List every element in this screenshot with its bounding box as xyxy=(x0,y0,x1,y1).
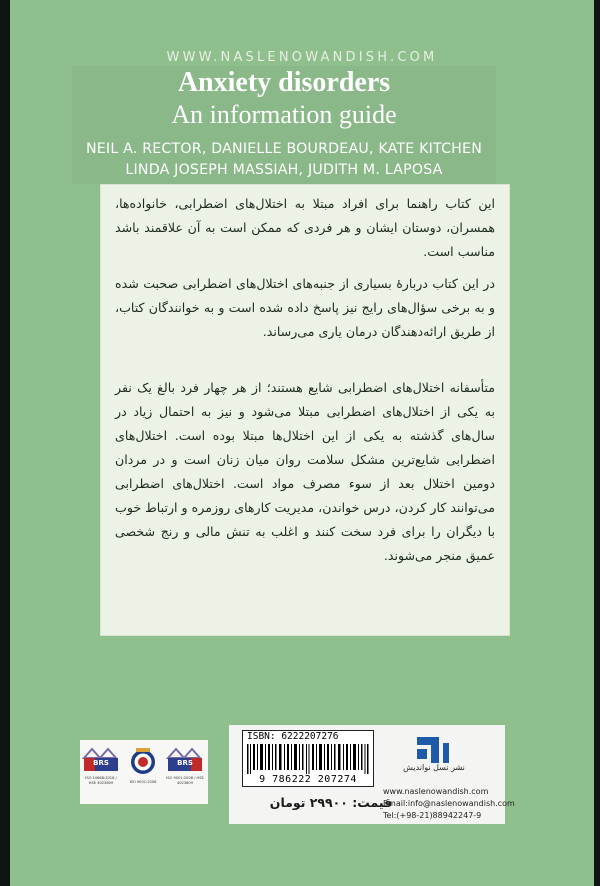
isbn-barcode-box xyxy=(242,730,374,787)
certification-logos xyxy=(80,740,208,804)
publisher-website: www.naslenowandish.com xyxy=(383,787,489,796)
certification-logo xyxy=(124,746,162,798)
authors-line-2: LINDA JOSEPH MASSIAH, JUDITH M. LAPOSA xyxy=(125,162,443,178)
description-paragraph-1: این کتاب راهنما برای افراد مبتلا به اختلال‌های اضطرابی، خانواده‌ها، همسران، دوستان ایشان و هر فردی که ممکن است به آن علاقمند باشد مناسب است. xyxy=(115,196,495,259)
publisher-email: Email:info@naslenowandish.com xyxy=(383,799,515,808)
authors-line-1: NEIL A. RECTOR, DANIELLE BOURDEAU, KATE KITCHEN xyxy=(85,141,483,157)
certification-logo xyxy=(82,746,120,798)
certification-logo xyxy=(166,746,204,798)
description-paragraph-3: متأسفانه اختلال‌های اضطرابی شایع هستند؛ از هر چهار فرد بالغ یک نفر به یکی از اختلال‌های اضطرابی مبتلا می‌شود و نیز به احتمال زیاد در سال‌های گذشته به یکی از این اختلال‌ها مبتلا بوده است. اختلال‌های اضطرابی شایع‌ترین مشکل سلامت روان میان زنان است و در مردان دومین اختلال بعد از سوء مصرف مواد است. اختلال‌های اضطرابی می‌توانند کار کردن، درس خواندن، مدیریت کارهای روزمره و ارتباط خوب با دیگران را برای فرد سخت کنند و اغلب به تنش مالی و رنج شخصی عمیق منجر می‌شوند. xyxy=(115,380,495,563)
isbn-digits: 9 786222 207274 xyxy=(259,774,357,785)
barcode-icon xyxy=(247,744,369,774)
back-cover xyxy=(10,0,594,886)
price-label: قیمت: ۲۹۹۰۰ تومان xyxy=(269,795,393,810)
isbn-label: ISBN: 6222207276 xyxy=(247,731,339,742)
publisher-name: نشر نسل نواندیش xyxy=(403,763,465,772)
cert-text: ISO 10668:2018 / HSE 4023809 xyxy=(85,776,117,785)
cert-badge-text: BRS xyxy=(93,759,109,767)
description-paragraph-2: در این کتاب دربارهٔ بسیاری از جنبه‌های اختلال‌های اضطرابی صحبت شده و به برخی سؤال‌های رایج نیز پاسخ داده شده است و به خوانندگان کتاب، از طریق ارائه‌دهندگان درمان یاری می‌رساند. xyxy=(115,276,495,339)
book-title: Anxiety disorders xyxy=(177,67,391,98)
authors-band xyxy=(72,136,496,184)
website-header: WWW.NASLENOWANDISH.COM xyxy=(166,50,438,65)
book-subtitle: An information guide xyxy=(171,100,397,129)
description-panel xyxy=(100,184,510,636)
cert-text: ISO 9001:2008 / HSE 4023809 xyxy=(166,776,204,785)
iso-seal-icon xyxy=(124,746,162,776)
cert-text: ISO 9001:2008 xyxy=(129,780,157,784)
publisher-phone: Tel:(+98-21)88942247-9 xyxy=(383,811,482,820)
title-band xyxy=(72,66,496,136)
cert-badge-text: BRS xyxy=(177,759,193,767)
